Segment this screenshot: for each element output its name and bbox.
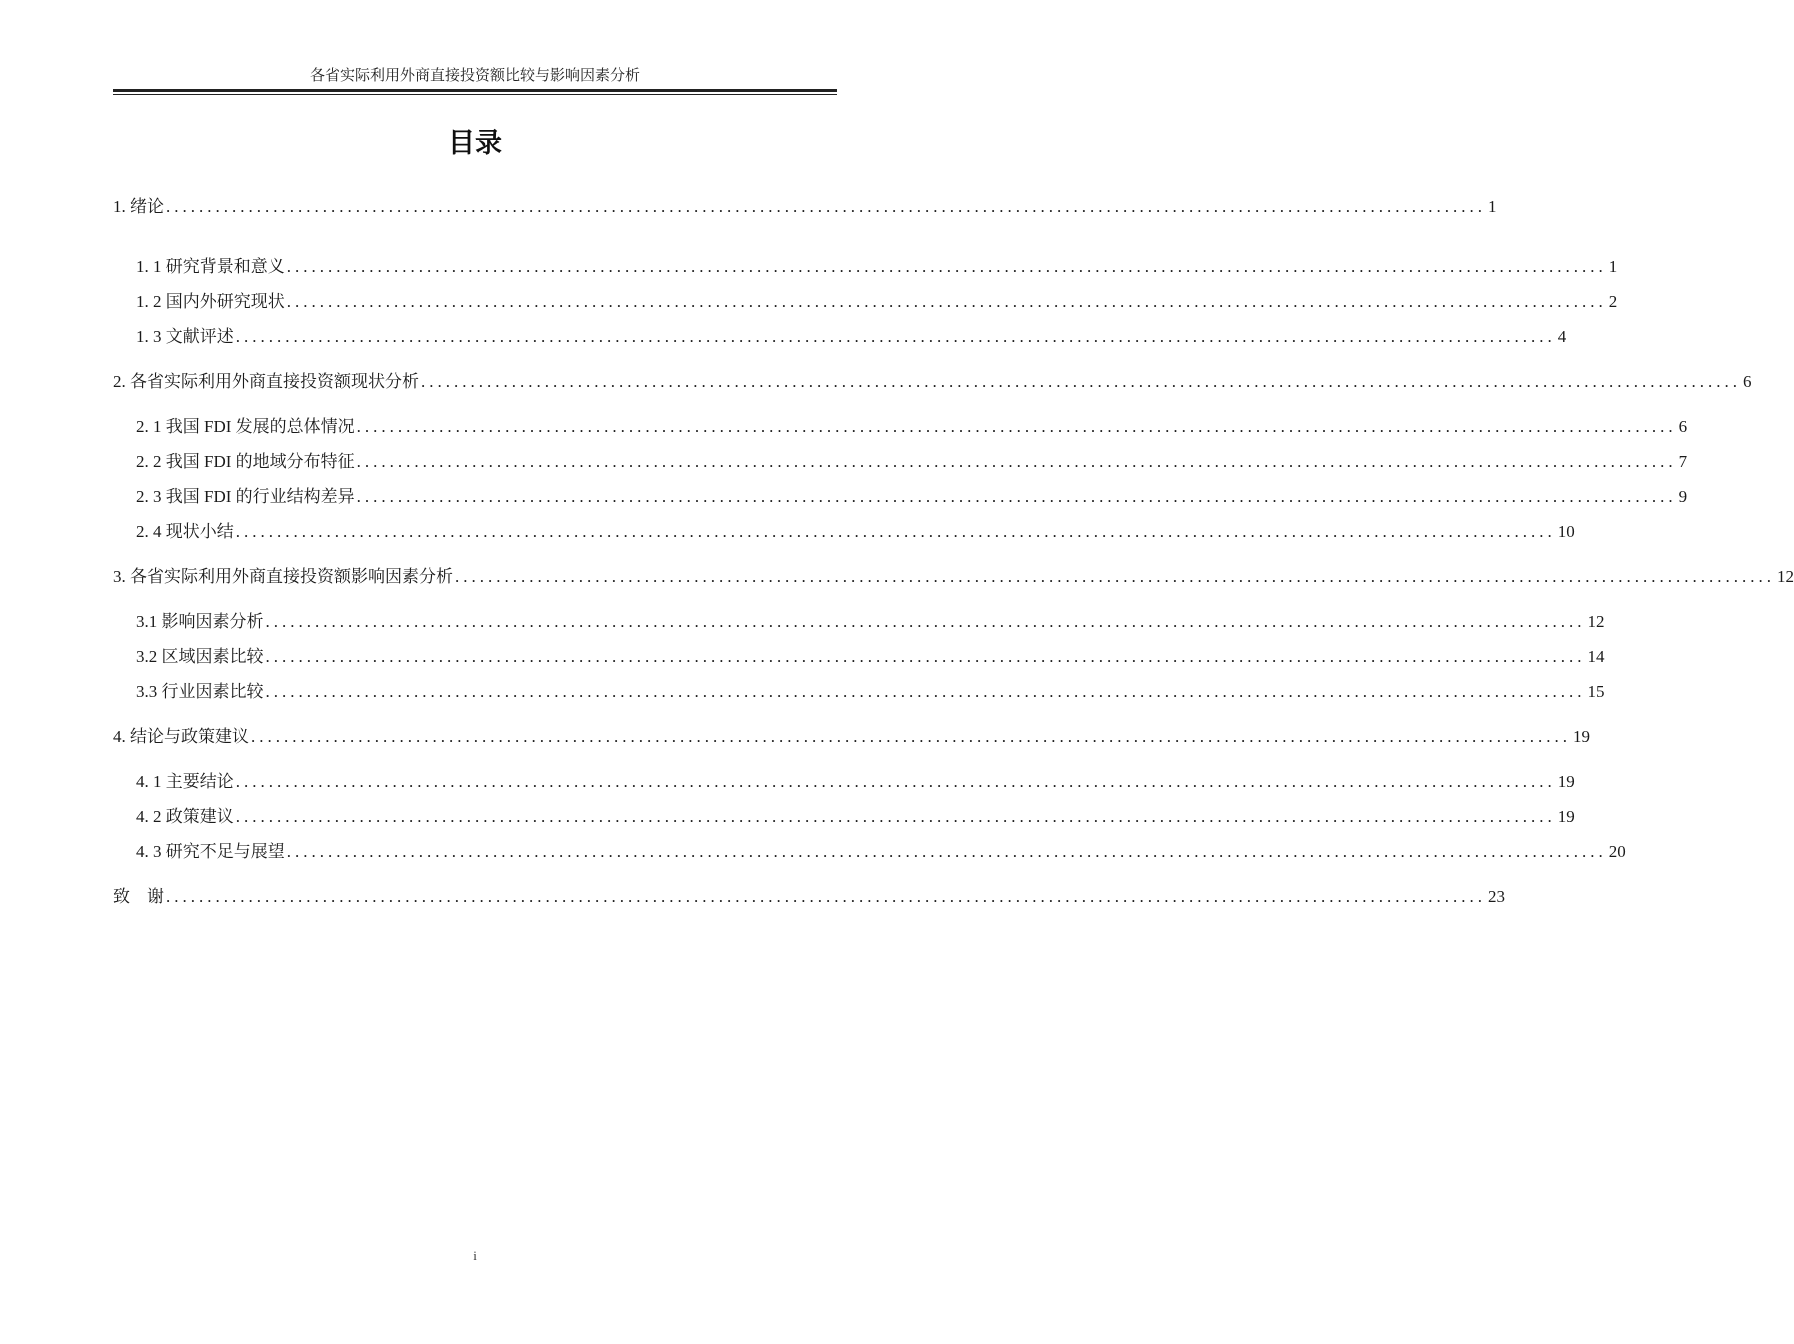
toc-entry-chapter-2[interactable] [113, 371, 1752, 393]
running-header: 各省实际利用外商直接投资额比较与影响因素分析 [309, 68, 640, 84]
toc-entry-label: 2. 各省实际利用外商直接投资额现状分析 [113, 372, 419, 391]
toc-leader-dots: ................................................................................................................................................................ [286, 842, 1607, 861]
toc-entry-page: 10 [1557, 522, 1575, 541]
toc-entry-label: 2. 1 我国 FDI 发展的总体情况 [136, 417, 355, 436]
toc-entry-label: 4. 结论与政策建议 [113, 727, 249, 746]
toc-entry-section-2-3[interactable] [136, 486, 1688, 508]
toc-entry-label: 3. 各省实际利用外商直接投资额影响因素分析 [113, 567, 453, 586]
toc-entry-section-3-2[interactable] [136, 646, 1605, 668]
toc-entry-section-4-2[interactable] [136, 806, 1575, 828]
toc-leader-dots: ................................................................................................................................................................ [265, 647, 1586, 666]
toc-entry-section-1-3[interactable] [136, 326, 1567, 348]
toc-leader-dots: ................................................................................................................................................................ [235, 772, 1556, 791]
toc-entry-label: 致 谢 [113, 887, 164, 906]
toc-entry-page: 12 [1587, 612, 1605, 631]
toc-entry-page: 12 [1777, 567, 1794, 586]
toc-entry-page: 1 [1608, 257, 1618, 276]
toc-entry-chapter-4[interactable] [113, 726, 1590, 748]
toc-leader-dots: ................................................................................................................................................................ [235, 522, 1556, 541]
toc-entry-label: 3.3 行业因素比较 [136, 682, 264, 701]
toc-leader-dots: ................................................................................................................................................................ [251, 727, 1571, 746]
toc-entry-chapter-3[interactable] [113, 566, 1794, 588]
toc-entry-page: 19 [1557, 772, 1575, 791]
toc-entry-label: 1. 2 国内外研究现状 [136, 292, 285, 311]
toc-entry-label: 4. 3 研究不足与展望 [136, 842, 285, 861]
page-number: i [473, 1248, 477, 1263]
toc-title: 目录 [448, 128, 502, 159]
toc-entry-section-2-2[interactable] [136, 451, 1688, 473]
toc-entry-page: 2 [1608, 292, 1618, 311]
toc-entry-page: 19 [1573, 727, 1590, 746]
toc-entry-page: 23 [1488, 887, 1505, 906]
toc-entry-section-2-1[interactable] [136, 416, 1688, 438]
toc-leader-dots: ................................................................................................................................................................ [356, 417, 1677, 436]
toc-entry-page: 15 [1587, 682, 1605, 701]
toc-entry-label: 1. 1 研究背景和意义 [136, 257, 285, 276]
toc-entry-section-4-1[interactable] [136, 771, 1575, 793]
toc-entry-section-4-3[interactable] [136, 841, 1626, 863]
toc-leader-dots: ................................................................................................................................................................ [235, 807, 1556, 826]
toc-entry-label: 1. 绪论 [113, 197, 164, 216]
toc-entry-page: 20 [1608, 842, 1626, 861]
toc-entry-label: 4. 1 主要结论 [136, 772, 234, 791]
toc-entry-section-1-2[interactable] [136, 291, 1618, 313]
toc-leader-dots: ................................................................................................................................................................ [455, 567, 1775, 586]
toc-entry-label: 4. 2 政策建议 [136, 807, 234, 826]
toc-leader-dots: ................................................................................................................................................................ [166, 197, 1486, 216]
header-rule-thick [113, 89, 837, 92]
toc-leader-dots: ................................................................................................................................................................ [286, 292, 1607, 311]
toc-entry-page: 19 [1557, 807, 1575, 826]
toc-entry-page: 7 [1678, 452, 1688, 471]
toc-leader-dots: ................................................................................................................................................................ [235, 327, 1556, 346]
toc-entry-section-1-1[interactable] [136, 256, 1618, 278]
toc-entry-label: 2. 2 我国 FDI 的地域分布特征 [136, 452, 355, 471]
toc-entry-page: 6 [1678, 417, 1688, 436]
toc-leader-dots: ................................................................................................................................................................ [265, 612, 1586, 631]
toc-entry-page: 9 [1678, 487, 1688, 506]
toc-entry-page: 6 [1743, 372, 1752, 391]
toc-leader-dots: ................................................................................................................................................................ [166, 887, 1486, 906]
toc-entry-label: 3.1 影响因素分析 [136, 612, 264, 631]
toc-leader-dots: ................................................................................................................................................................ [356, 452, 1677, 471]
toc-entry-section-2-4[interactable] [136, 521, 1575, 543]
toc-entry-section-3-3[interactable] [136, 681, 1605, 703]
toc-entry-label: 2. 4 现状小结 [136, 522, 234, 541]
toc-entry-label: 3.2 区域因素比较 [136, 647, 264, 666]
toc-entry-label: 1. 3 文献评述 [136, 327, 234, 346]
toc-entry-label: 2. 3 我国 FDI 的行业结构差异 [136, 487, 355, 506]
toc-entry-page: 4 [1557, 327, 1567, 346]
toc-leader-dots: ................................................................................................................................................................ [286, 257, 1607, 276]
toc-entry-chapter-1[interactable] [113, 196, 1497, 218]
toc-leader-dots: ................................................................................................................................................................ [265, 682, 1586, 701]
toc-entry-page: 1 [1488, 197, 1497, 216]
toc-entry-page: 14 [1587, 647, 1605, 666]
toc-leader-dots: ................................................................................................................................................................ [356, 487, 1677, 506]
header-rule-thin [113, 94, 837, 95]
toc-entry-section-3-1[interactable] [136, 611, 1605, 633]
toc-entry-acknowledgements[interactable] [113, 886, 1505, 908]
toc-leader-dots: ................................................................................................................................................................ [421, 372, 1741, 391]
